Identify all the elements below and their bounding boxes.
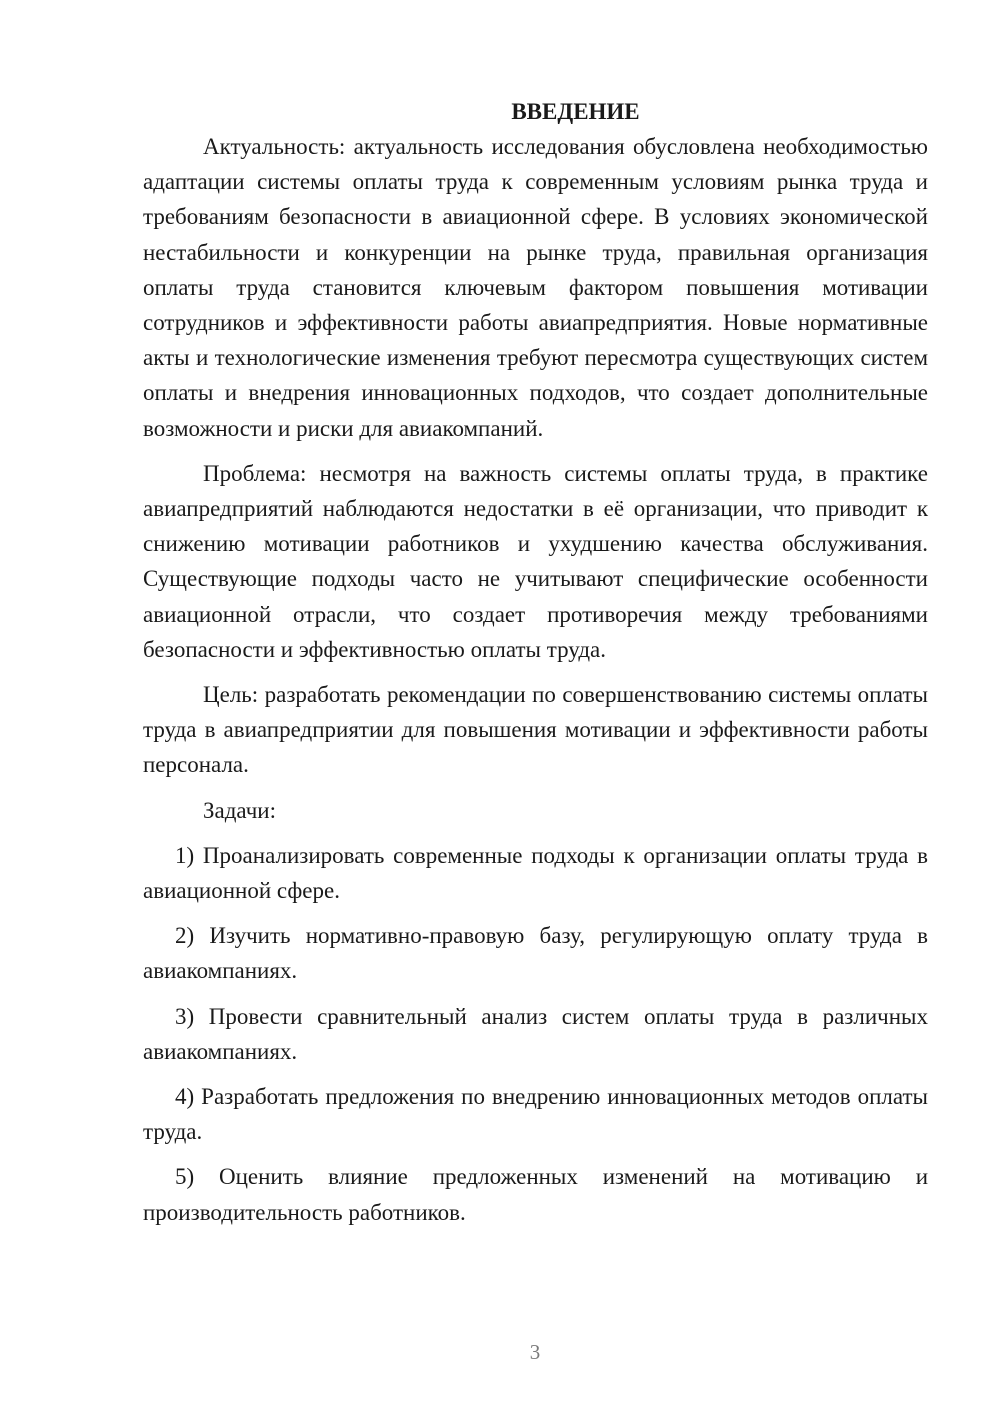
task-item: 1) Проанализировать современные подходы к организации оплаты труда в авиационной сфере.: [143, 842, 928, 904]
task-item: 5) Оценить влияние предложенных изменений на мотивацию и производительность работников.: [143, 1164, 928, 1225]
goal-paragraph: Цель: разработать рекомендации по совершенствованию системы оплаты труда в авиапредприятии для повышения мотивации и эффективности работы персонала.: [143, 682, 928, 778]
problem-paragraph: Проблема: несмотря на важность системы оплаты труда, в практике авиапредприятий наблюдаются недостатки в её организации, что приводит к снижению мотивации работников и ухудшению качества обслуживания. Существующие подходы часто не учитывают специфические особенности авиационной отрасли, что создает противоречия между требованиями безопасности и эффективностью оплаты труда.: [143, 460, 928, 662]
task-item: 4) Разработать предложения по внедрению инновационных методов оплаты труда.: [143, 1084, 928, 1145]
document-page: [143, 94, 928, 1230]
task-item: 3) Провести сравнительный анализ систем оплаты труда в различных авиакомпаниях.: [143, 1003, 928, 1064]
relevance-paragraph: Актуальность: актуальность исследования обусловлена необходимостью адаптации системы оплаты труда к современным условиям рынка труда и требованиям безопасности в авиационной сфере. В условиях экономической нестабильности и конкуренции на рынке труда, правильная организация оплаты труда становится ключевым фактором повышения мотивации сотрудников и эффективности работы авиапредприятия. Новые нормативные акты и технологические изменения требуют пересмотра существующих систем оплаты и внедрения инновационных подходов, что создает дополнительные возможности и риски для авиакомпаний.: [143, 134, 928, 441]
tasks-label: Задачи:: [203, 797, 276, 823]
task-item: 2) Изучить нормативно-правовую базу, регулирующую оплату труда в авиакомпаниях.: [143, 923, 928, 984]
page-number: 3: [529, 1340, 541, 1364]
section-heading: ВВЕДЕНИЕ: [511, 99, 640, 124]
